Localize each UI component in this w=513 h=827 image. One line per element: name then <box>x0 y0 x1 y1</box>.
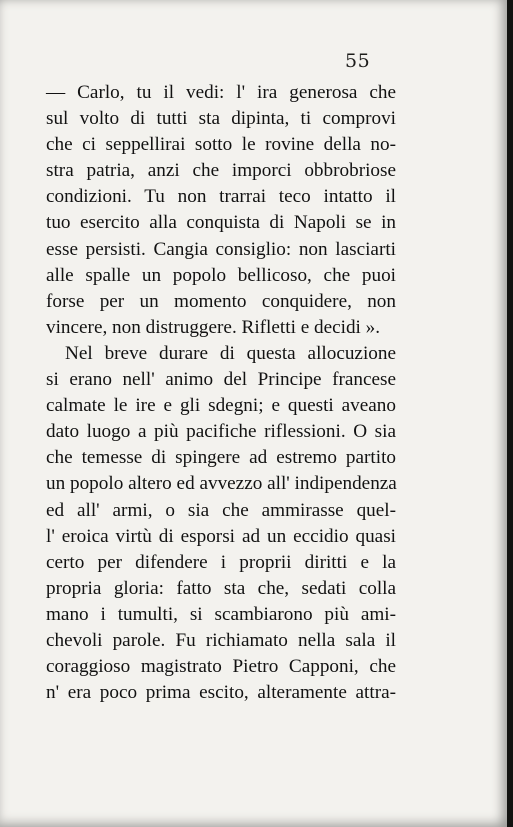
text-line: vincere, non distruggere. Rifletti e decidi ». <box>46 316 381 338</box>
text-line: l' eroica virtù di esporsi ad un eccidio quasi <box>46 525 396 547</box>
text-line: sul volto di tutti sta dipinta, ti comprovi <box>46 108 396 130</box>
text-line: tuo esercito alla conquista di Napoli se in <box>46 212 396 234</box>
text-line: forse per un momento conquidere, non <box>46 290 396 312</box>
text-line: condizioni. Tu non trarrai teco intatto il <box>46 186 396 208</box>
text-line: mano i tumulti, si scambiarono più ami- <box>46 603 396 625</box>
text-line: si erano nell' animo del Principe francese <box>46 369 396 391</box>
text-line: certo per difendere i proprii diritti e la <box>46 551 396 573</box>
text-line: un popolo altero ed avvezzo all' indipendenza <box>46 473 397 495</box>
text-line: coraggioso magistrato Pietro Capponi, che <box>46 656 396 678</box>
text-line: ed all' armi, o sia che ammirasse quel- <box>46 499 396 521</box>
text-line: esse persisti. Cangia consiglio: non lasciarti <box>46 238 396 260</box>
text-line: chevoli parole. Fu richiamato nella sala il <box>46 629 396 651</box>
text-line: Nel breve durare di questa allocuzione <box>65 342 396 364</box>
page-gutter <box>507 0 513 827</box>
text-line: calmate le ire e gli sdegni; e questi aveano <box>46 395 396 417</box>
text-line: — Carlo, tu il vedi: l' ira generosa che <box>46 82 396 103</box>
text-line: stra patria, anzi che imporci obbrobriose <box>46 160 396 182</box>
text-line: alle spalle un popolo bellicoso, che puoi <box>46 264 396 286</box>
text-line: n' era poco prima escito, alteramente attra- <box>46 682 396 704</box>
text-line: dato luogo a più pacifiche riflessioni. O sia <box>46 421 396 443</box>
page-number: 55 <box>345 50 371 72</box>
text-line: che ci seppellirai sotto le rovine della no- <box>46 134 396 156</box>
body-text <box>46 80 396 706</box>
text-line: che temesse di spingere ad estremo partito <box>46 447 396 469</box>
text-line: propria gloria: fatto sta che, sedati colla <box>46 577 396 599</box>
